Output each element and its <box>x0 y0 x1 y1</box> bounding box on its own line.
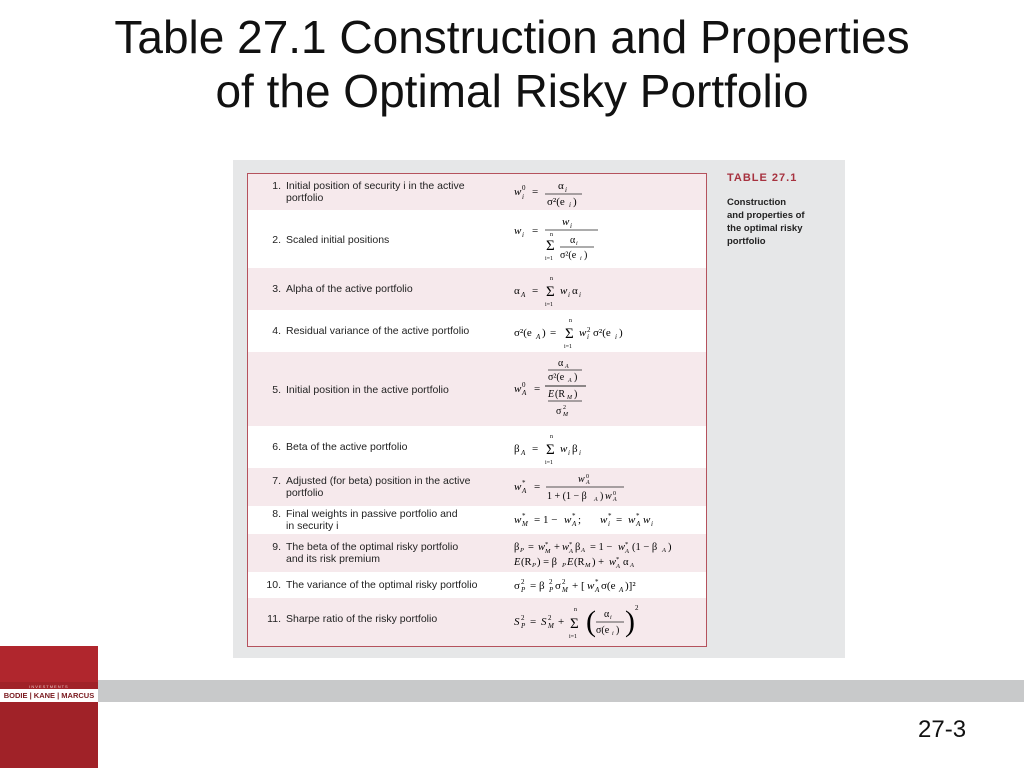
row-description <box>286 475 506 499</box>
svg-text:i: i <box>608 520 610 528</box>
svg-text:σ(e: σ(e <box>601 580 616 592</box>
svg-text:A: A <box>630 562 634 569</box>
slide-title-line-1: Table 27.1 Construction and Properties <box>114 11 910 63</box>
svg-text:= β: = β <box>530 580 545 592</box>
table-row-5 <box>248 352 706 426</box>
svg-text:σ: σ <box>514 580 520 592</box>
svg-text:σ(e: σ(e <box>596 625 610 636</box>
slide-title <box>0 10 1024 118</box>
table-row-10 <box>248 572 706 598</box>
svg-text:;: ; <box>578 514 582 526</box>
svg-text:): ) <box>574 389 578 400</box>
svg-text:=: = <box>532 285 539 297</box>
svg-text:0: 0 <box>586 474 589 480</box>
row-number: 11. <box>267 613 281 625</box>
svg-text:M: M <box>545 548 551 555</box>
svg-text:w: w <box>600 514 608 526</box>
svg-text:2: 2 <box>548 614 552 622</box>
row-description <box>286 234 506 246</box>
svg-text:i: i <box>579 291 581 299</box>
table-row-9 <box>248 534 706 572</box>
formula-initial-active-position <box>512 352 707 426</box>
svg-text:β: β <box>514 542 520 553</box>
svg-text:w: w <box>587 580 595 592</box>
svg-text:w: w <box>628 514 636 526</box>
svg-text:w: w <box>514 186 522 198</box>
svg-text:(1 − β: (1 − β <box>632 542 658 553</box>
svg-text:σ²(e: σ²(e <box>560 250 577 261</box>
svg-text:*: * <box>616 556 620 563</box>
svg-text:i: i <box>610 615 612 621</box>
formula-optimal-variance <box>512 572 707 598</box>
svg-text:σ²(e: σ²(e <box>548 372 565 383</box>
svg-text:S: S <box>514 616 520 628</box>
svg-text:+: + <box>558 616 565 628</box>
row-description <box>286 613 506 625</box>
svg-text:2: 2 <box>521 614 525 622</box>
svg-text:0: 0 <box>522 184 526 192</box>
svg-text:w: w <box>560 285 568 297</box>
row-number: 4. <box>272 325 281 337</box>
table-image-panel <box>233 160 845 658</box>
svg-text:(R: (R <box>574 557 585 568</box>
svg-text:w: w <box>560 443 568 455</box>
svg-text:w: w <box>609 557 617 568</box>
formula-optimal-beta-premium <box>512 534 707 572</box>
svg-text:A: A <box>565 364 569 370</box>
svg-text:w: w <box>643 514 651 526</box>
svg-text:= 1 −: = 1 − <box>534 514 558 526</box>
svg-text:α: α <box>572 285 578 297</box>
svg-text:*: * <box>608 512 612 520</box>
logo-brand-text: BODIE | KANE | MARCUS <box>0 689 98 702</box>
row-description-line-1: The variance of the optimal risky portfolio <box>286 579 478 591</box>
svg-text:A: A <box>625 548 629 555</box>
svg-text:*: * <box>569 541 573 548</box>
svg-text:A: A <box>616 563 620 570</box>
svg-text:A: A <box>522 389 527 397</box>
row-number: 3. <box>272 283 281 295</box>
table-caption <box>727 196 832 248</box>
svg-text:(R: (R <box>521 557 532 568</box>
svg-text:A: A <box>636 520 641 528</box>
svg-text:n: n <box>550 434 553 440</box>
svg-text:*: * <box>545 541 549 548</box>
row-number: 2. <box>272 234 281 246</box>
svg-text:A: A <box>522 487 527 495</box>
row-description-line-1: Initial position of security i in the active <box>286 180 465 192</box>
svg-text:M: M <box>585 562 591 569</box>
svg-text:=: = <box>550 327 557 339</box>
row-description-line-2: in security i <box>286 520 339 532</box>
svg-text:w: w <box>514 514 522 526</box>
formula-adjusted-position <box>512 468 707 506</box>
row-description-line-1: Residual variance of the active portfolio <box>286 325 470 337</box>
row-description <box>286 283 506 295</box>
svg-text:w: w <box>514 225 522 237</box>
svg-text:i: i <box>576 241 578 247</box>
svg-text:w: w <box>564 514 572 526</box>
svg-text:E: E <box>514 557 521 568</box>
footer-bar <box>0 680 1024 702</box>
svg-text:) = β: ) = β <box>537 557 558 568</box>
table-caption-line-3: the optimal risky <box>727 223 803 234</box>
row-description-line-1: Adjusted (for beta) position in the active <box>286 475 471 487</box>
svg-text:E: E <box>548 389 555 400</box>
svg-text:*: * <box>572 512 576 520</box>
row-number: 10. <box>266 579 281 591</box>
svg-text:i: i <box>580 256 582 262</box>
table-row-7 <box>248 468 706 506</box>
svg-text:β: β <box>572 443 578 455</box>
svg-text:n: n <box>550 232 553 238</box>
row-description-line-1: Sharpe ratio of the risky portfolio <box>286 613 438 625</box>
svg-text:=: = <box>532 186 539 198</box>
svg-text:*: * <box>522 512 526 520</box>
table-row-3 <box>248 268 706 310</box>
row-description-line-1: Initial position in the active portfolio <box>286 384 449 396</box>
svg-text:A: A <box>594 497 598 503</box>
svg-text:w: w <box>514 383 522 395</box>
svg-text:): ) <box>600 491 604 502</box>
svg-text:w: w <box>618 542 626 553</box>
row-description <box>286 180 506 204</box>
svg-text:A: A <box>595 586 600 594</box>
formula-scaled-positions <box>512 210 707 268</box>
svg-text:i: i <box>615 333 617 341</box>
svg-text:A: A <box>568 378 572 384</box>
svg-text:A: A <box>536 333 541 341</box>
svg-text:i=1: i=1 <box>564 344 573 350</box>
svg-text:i: i <box>568 449 570 457</box>
table-row-11 <box>248 598 706 646</box>
svg-text:A: A <box>569 548 573 555</box>
svg-text:σ²(e: σ²(e <box>514 327 532 339</box>
svg-text:w: w <box>514 481 522 493</box>
row-description-line-2: portfolio <box>286 192 324 204</box>
svg-text:σ: σ <box>555 580 561 592</box>
svg-text:): ) <box>616 625 620 636</box>
svg-text:i=1: i=1 <box>545 460 554 466</box>
svg-text:= 1 −: = 1 − <box>590 542 613 553</box>
formula-active-alpha <box>512 268 707 310</box>
svg-text:P: P <box>521 586 526 594</box>
svg-text:α: α <box>623 557 629 568</box>
svg-text:P: P <box>521 622 526 630</box>
svg-text:w: w <box>562 216 570 228</box>
svg-text:w: w <box>578 474 585 485</box>
row-description-line-1: Beta of the active portfolio <box>286 441 408 453</box>
row-description <box>286 508 506 532</box>
svg-text:): ) <box>625 605 635 638</box>
row-description-line-1: Final weights in passive portfolio and <box>286 508 458 520</box>
svg-text:w: w <box>605 491 612 502</box>
row-number: 1. <box>272 180 281 192</box>
page-number: 27-3 <box>918 716 967 743</box>
row-description-line-1: The beta of the optimal risky portfolio <box>286 541 459 553</box>
logo-cover-art <box>0 646 98 682</box>
svg-text:A: A <box>581 547 585 554</box>
formula-sharpe-ratio <box>512 598 707 646</box>
svg-text:n: n <box>550 276 553 282</box>
svg-text:i=1: i=1 <box>545 256 554 262</box>
svg-text:2: 2 <box>521 578 525 586</box>
svg-text:Σ: Σ <box>565 326 574 342</box>
svg-text:2: 2 <box>635 604 639 612</box>
slide-title-line-2: of the Optimal Risky Portfolio <box>215 65 809 117</box>
svg-text:β: β <box>575 542 581 553</box>
svg-text:w: w <box>538 542 546 553</box>
table-caption-line-4: portfolio <box>727 236 766 247</box>
svg-text:+ [: + [ <box>572 580 585 592</box>
svg-text:w: w <box>579 327 587 339</box>
table-row-4 <box>248 310 706 352</box>
svg-text:M: M <box>548 622 554 630</box>
svg-text:*: * <box>595 578 599 586</box>
svg-text:): ) <box>573 196 577 208</box>
formula-active-beta <box>512 426 707 468</box>
table-row-8 <box>248 506 706 534</box>
svg-text:0: 0 <box>522 381 526 389</box>
svg-text:i: i <box>522 231 524 239</box>
svg-text:A: A <box>586 480 590 486</box>
formula-residual-variance <box>512 310 707 352</box>
svg-text:2: 2 <box>549 578 553 586</box>
svg-text:n: n <box>574 607 577 613</box>
svg-text:S: S <box>541 616 547 628</box>
svg-text:M: M <box>563 412 568 418</box>
svg-text:): ) <box>668 542 672 553</box>
svg-text:i: i <box>569 201 571 209</box>
svg-text:A: A <box>662 547 666 554</box>
svg-text:): ) <box>574 372 578 383</box>
formula-table <box>247 173 707 647</box>
svg-text:=: = <box>616 514 623 526</box>
row-description <box>286 541 506 565</box>
row-number: 8. <box>272 508 281 520</box>
svg-text:i: i <box>570 222 572 230</box>
svg-text:M: M <box>567 395 572 401</box>
svg-text:i: i <box>568 291 570 299</box>
svg-text:σ: σ <box>556 406 562 417</box>
table-caption-line-2: and properties of <box>727 210 805 221</box>
svg-text:2: 2 <box>587 326 591 334</box>
row-description-line-2: and its risk premium <box>286 553 380 565</box>
row-description-line-2: portfolio <box>286 487 324 499</box>
svg-text:Σ: Σ <box>546 238 555 254</box>
svg-text:σ²(e: σ²(e <box>547 196 565 208</box>
logo-investments-text: INVESTMENTS <box>29 684 69 689</box>
row-description <box>286 325 506 337</box>
svg-text:α: α <box>558 180 564 192</box>
row-number: 7. <box>272 475 281 487</box>
row-number: 5. <box>272 384 281 396</box>
svg-text:): ) <box>584 250 588 261</box>
svg-text:*: * <box>636 512 640 520</box>
formula-final-weights <box>512 506 707 534</box>
row-description-line-1: Scaled initial positions <box>286 234 390 246</box>
svg-text:σ²(e: σ²(e <box>593 327 611 339</box>
svg-text:0: 0 <box>613 491 616 497</box>
svg-text:n: n <box>569 318 572 324</box>
row-description <box>286 384 506 396</box>
svg-text:) +: ) + <box>592 557 605 568</box>
svg-text:i: i <box>651 520 653 528</box>
svg-text:i: i <box>579 449 581 457</box>
svg-text:=: = <box>530 616 537 628</box>
svg-text:M: M <box>522 520 528 528</box>
formula-initial-position <box>512 174 707 210</box>
svg-text:P: P <box>549 586 554 594</box>
svg-text:α: α <box>570 235 576 246</box>
svg-text:(R: (R <box>555 389 565 400</box>
svg-text:(: ( <box>586 605 596 638</box>
svg-text:α: α <box>604 609 610 620</box>
svg-text:i: i <box>612 631 614 637</box>
table-row-1 <box>248 174 706 210</box>
table-caption-line-1: Construction <box>727 197 787 208</box>
svg-text:*: * <box>522 479 526 487</box>
svg-text:A: A <box>521 291 526 299</box>
svg-text:α: α <box>514 285 520 297</box>
svg-text:i=1: i=1 <box>545 302 554 308</box>
svg-text:P: P <box>520 547 524 554</box>
svg-text:A: A <box>572 520 577 528</box>
svg-text:2: 2 <box>562 578 566 586</box>
svg-text:*: * <box>625 541 629 548</box>
svg-text:M: M <box>562 586 568 594</box>
svg-text:): ) <box>542 327 546 339</box>
svg-text:Σ: Σ <box>570 616 579 632</box>
svg-text:i: i <box>565 186 567 194</box>
table-row-6 <box>248 426 706 468</box>
svg-text:Σ: Σ <box>546 284 555 300</box>
svg-text:)]²: )]² <box>625 580 636 592</box>
svg-text:E: E <box>567 557 574 568</box>
svg-text:P: P <box>562 562 566 569</box>
svg-text:w: w <box>562 542 570 553</box>
svg-text:1 + (1 − β: 1 + (1 − β <box>547 491 587 502</box>
svg-text:Σ: Σ <box>546 442 555 458</box>
svg-text:i=1: i=1 <box>569 634 578 640</box>
svg-text:+: + <box>554 542 560 553</box>
svg-text:=: = <box>528 542 534 553</box>
svg-text:α: α <box>558 358 564 369</box>
svg-text:=: = <box>532 443 539 455</box>
row-description <box>286 579 506 591</box>
svg-text:A: A <box>521 449 526 457</box>
svg-text:2: 2 <box>563 405 566 411</box>
row-description-line-1: Alpha of the active portfolio <box>286 283 413 295</box>
table-row-2 <box>248 210 706 268</box>
row-number: 9. <box>272 541 281 553</box>
publisher-logo <box>0 646 98 768</box>
row-description <box>286 441 506 453</box>
svg-text:A: A <box>619 586 624 594</box>
svg-text:=: = <box>534 383 541 395</box>
svg-text:=: = <box>532 225 539 237</box>
svg-text:i: i <box>522 193 524 201</box>
svg-text:P: P <box>532 562 536 569</box>
svg-text:i: i <box>587 333 589 341</box>
row-number: 6. <box>272 441 281 453</box>
table-label: TABLE 27.1 <box>727 172 798 184</box>
svg-text:A: A <box>613 497 617 503</box>
svg-text:β: β <box>514 443 520 455</box>
svg-text:): ) <box>619 327 623 339</box>
svg-text:=: = <box>534 481 541 493</box>
